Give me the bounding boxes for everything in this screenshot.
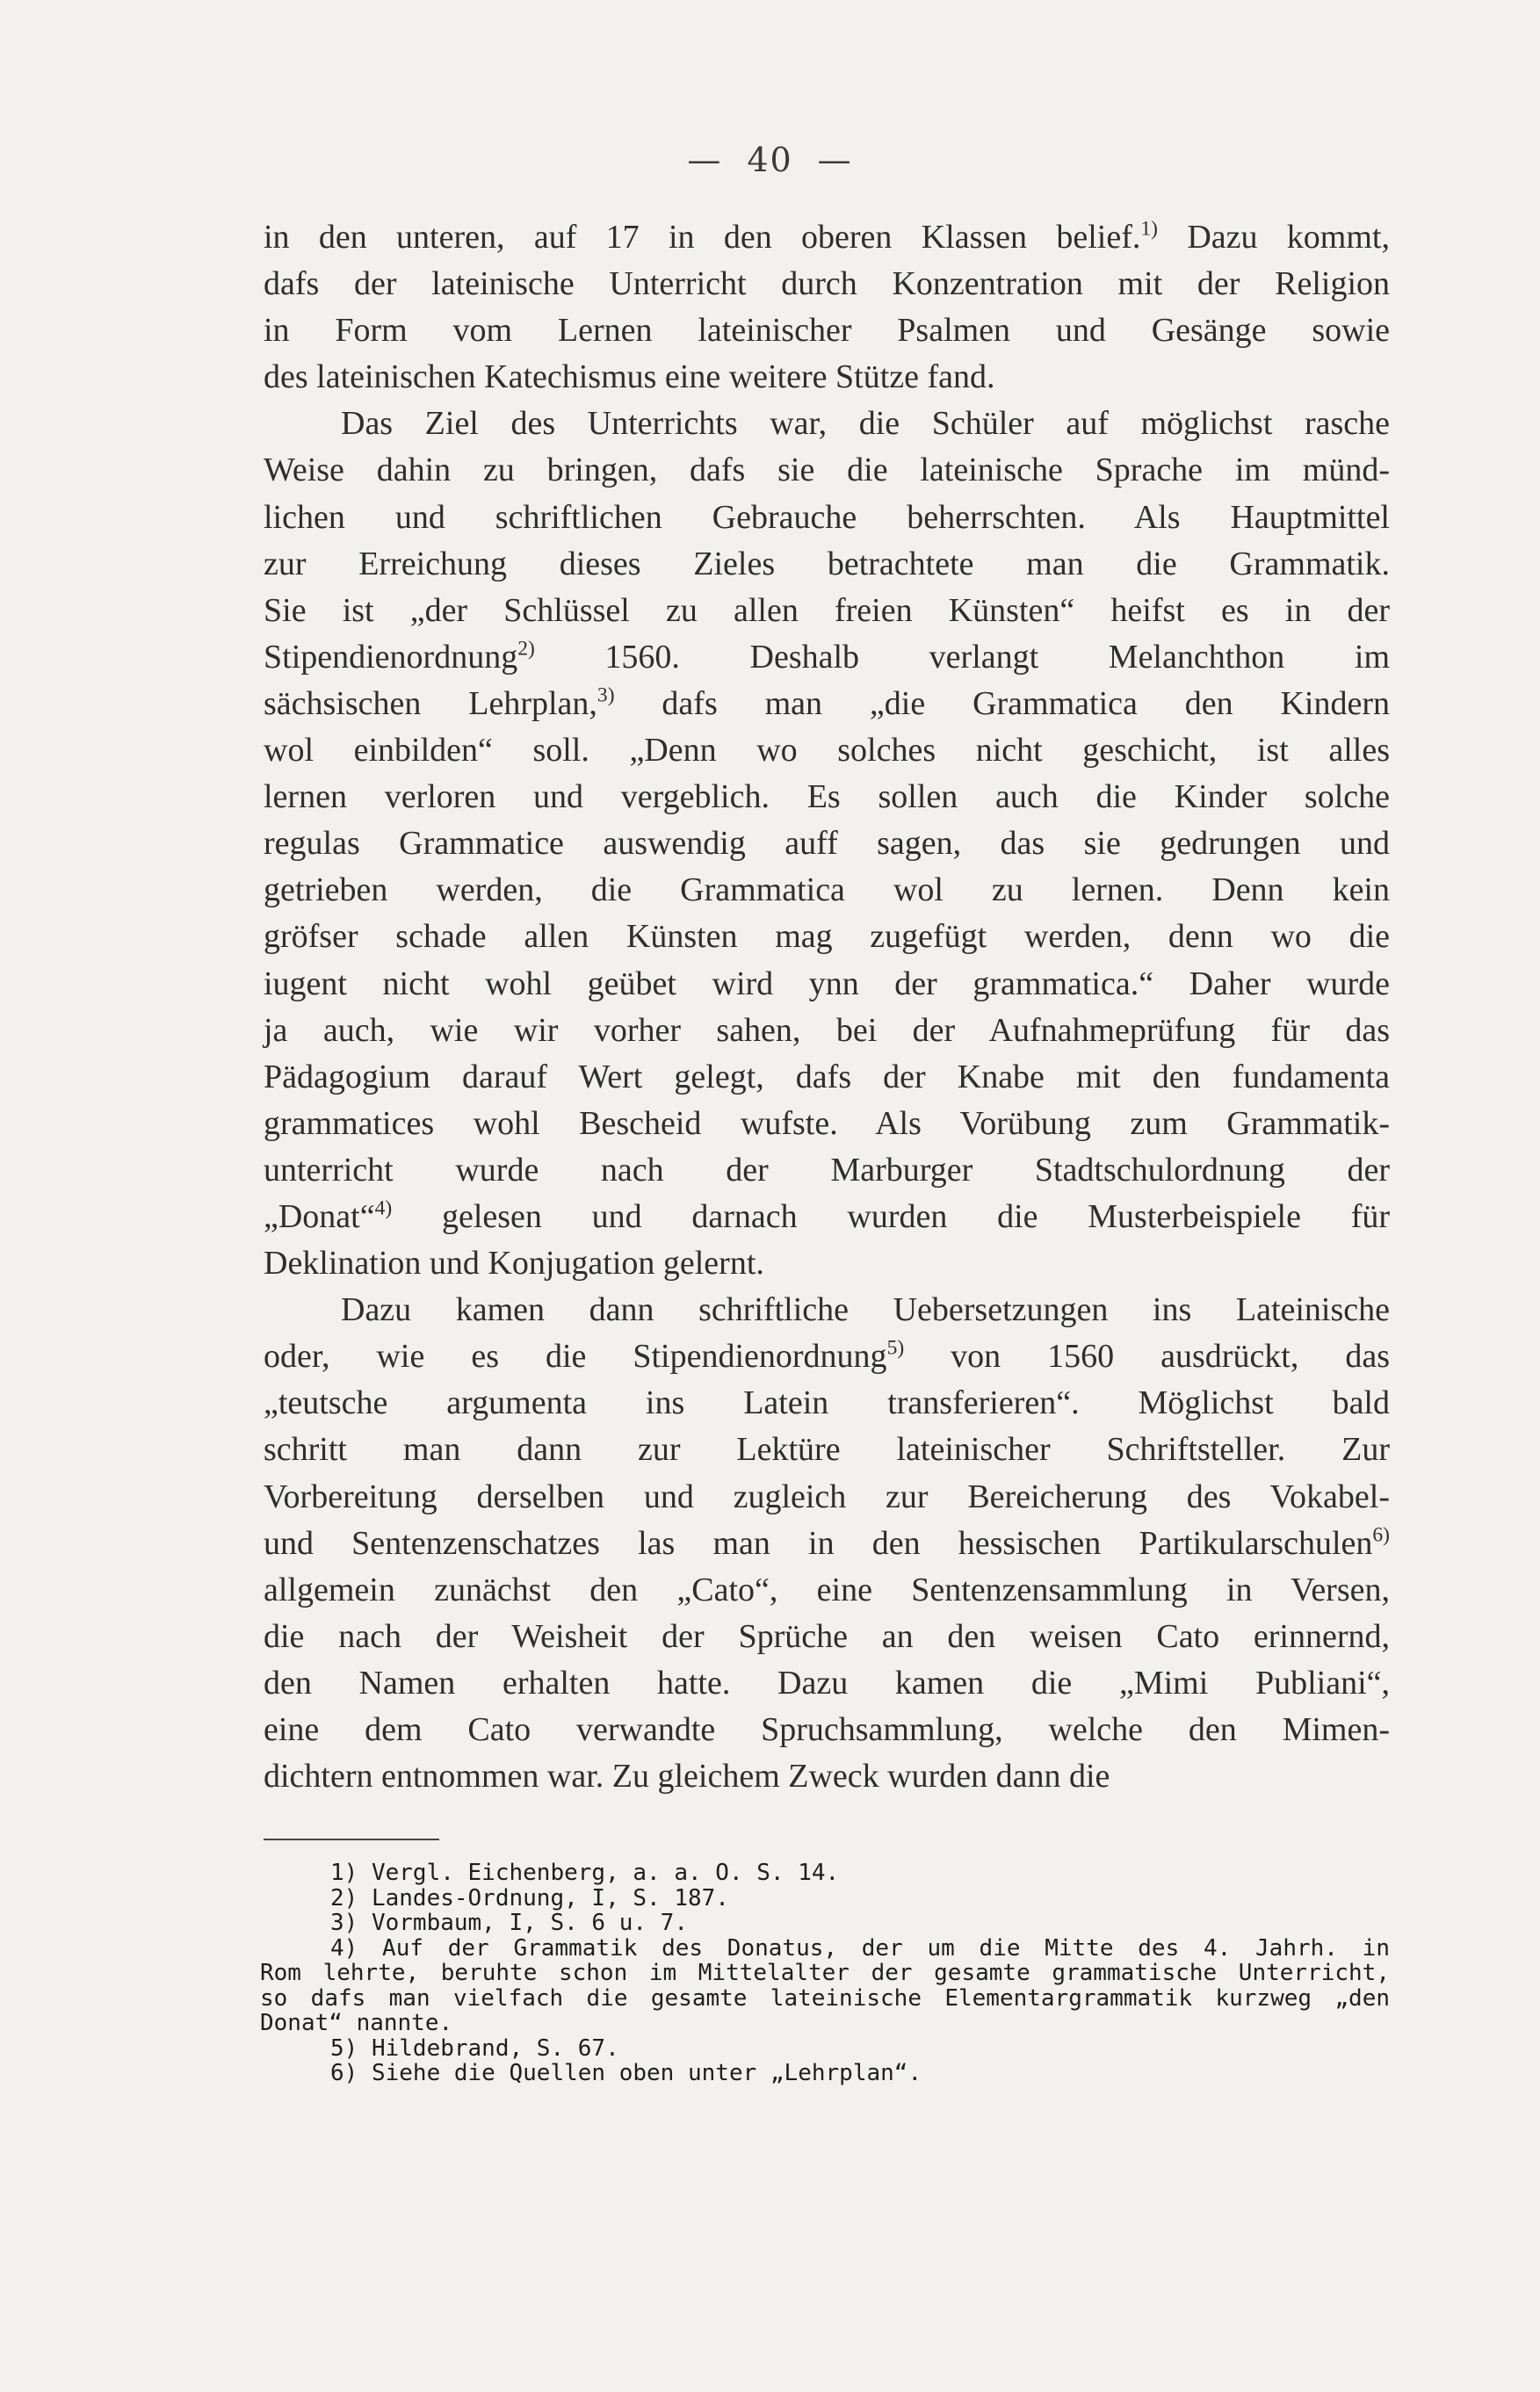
footnotes [260, 1861, 1390, 2086]
body-line [264, 867, 1390, 914]
footnote-reference: 2) [517, 637, 535, 661]
body-line [264, 1287, 1390, 1333]
body-line-text: schritt man dann zur Lektüre lateinischer Schriftsteller. Zur [264, 1431, 1390, 1469]
body-line [264, 1567, 1390, 1614]
body-line-text: den Namen erhalten hatte. Dazu kamen die „Mimi Publiani“, [264, 1664, 1390, 1702]
body-line-text: sächsischen Lehrplan, [264, 684, 597, 722]
body-line-text-continued: 1560. Deshalb verlangt Melanchthon im [534, 638, 1390, 676]
body-line-text: oder, wie es die Stipendienordnung [264, 1338, 887, 1376]
footnote-line: 2) Landes-Ordnung, I, S. 187. [330, 1884, 729, 1911]
footnote-reference: 6) [1372, 1523, 1390, 1547]
body-line-text: eine dem Cato verwandte Spruchsammlung, welche den Mimen- [264, 1711, 1390, 1748]
body-line-text: Deklination und Konjugation gelernt. [264, 1245, 764, 1283]
body-line-text: Stipendienordnung [264, 638, 518, 676]
body-line-text: die nach der Weisheit der Sprüche an den weisen Cato erinnernd, [264, 1617, 1390, 1655]
body-line [264, 214, 1390, 261]
footnote-reference: 1) [1140, 217, 1158, 241]
body-line-text: Dazu kamen dann schriftliche Uebersetzungen ins Lateinische [341, 1291, 1390, 1329]
body-line [264, 961, 1390, 1008]
footnote-line: Rom lehrte, beruhte schon im Mittelalter der gesamte grammatische Unterricht, [260, 1960, 1390, 1986]
body-line [264, 774, 1390, 820]
body-line-text: Sie ist „der Schlüssel zu allen freien Künsten“ heifst es in der [264, 591, 1390, 629]
footnote-reference: 5) [886, 1336, 905, 1360]
footnote-line: 3) Vormbaum, I, S. 6 u. 7. [330, 1910, 688, 1936]
body-line-text-continued: dafs man „die Grammatica den Kindern [614, 684, 1390, 722]
body-line [264, 1008, 1390, 1054]
footnote-line: 6) Siehe die Quellen oben unter „Lehrplan“. [330, 2060, 922, 2086]
body-line [264, 588, 1390, 634]
body-line-text: des lateinischen Katechismus eine weitere Stütze fand. [264, 358, 995, 396]
body-line [264, 1147, 1390, 1194]
body-line-text-continued: gelesen und darnach wurden die Musterbeispiele für [392, 1197, 1390, 1235]
footnote-line: 5) Hildebrand, S. 67. [330, 2034, 619, 2062]
body-line [264, 1521, 1390, 1567]
body-line [264, 447, 1390, 494]
body-line-text: iugent nicht wohl geübet wird ynn der grammatica.“ Daher wurde [264, 965, 1390, 1002]
body-line [264, 1660, 1390, 1707]
body-line-text: in Form vom Lernen lateinischer Psalmen und Gesänge sowie [264, 312, 1390, 350]
footnote-line: so dafs man vielfach die gesamte lateinische Elementargrammatik kurzweg „den [260, 1984, 1390, 2012]
body-line-text: lichen und schriftlichen Gebrauche beherrschten. Als Hauptmittel [264, 498, 1390, 536]
body-line [264, 541, 1390, 588]
page-number-dash-left: — [687, 141, 723, 179]
body-line-text: unterricht wurde nach der Marburger Stadtschulordnung der [264, 1151, 1390, 1189]
body-line-text: gröfser schade allen Künsten mag zugefügt werden, denn wo die [264, 918, 1390, 956]
body-line [264, 727, 1390, 774]
body-line-text: Pädagogium darauf Wert gelegt, dafs der Knabe mit den fundamenta [264, 1058, 1390, 1095]
footnote-line: 4) Auf der Grammatik des Donatus, der um die Mitte des 4. Jahrh. in [330, 1934, 1390, 1962]
page-number-dash-right: — [817, 141, 853, 179]
body-line [264, 914, 1390, 960]
body-line-text-continued: Dazu kommt, [1158, 219, 1390, 256]
body-line-text: Vorbereitung derselben und zugleich zur Bereicherung des Vokabel- [264, 1478, 1390, 1515]
footnote-reference: 4) [374, 1196, 393, 1220]
body-line [264, 1101, 1390, 1147]
body-line-text: dafs der lateinische Unterricht durch Konzentration mit der Religion [264, 265, 1390, 303]
body-line [264, 1240, 1390, 1287]
page-number-value: 40 [747, 141, 793, 179]
body-line [264, 495, 1390, 541]
footnote-separator [264, 1839, 439, 1840]
body-line-text: „Donat“ [264, 1197, 375, 1235]
body-line-text: Weise dahin zu bringen, dafs sie die lateinische Sprache im münd- [264, 452, 1390, 489]
body-line [264, 634, 1390, 681]
body-line-text: grammatices wohl Bescheid wufste. Als Vorübung zum Grammatik- [264, 1104, 1390, 1142]
body-line [264, 1474, 1390, 1521]
body-line [264, 1427, 1390, 1473]
body-line [264, 1054, 1390, 1101]
body-line-text: zur Erreichung dieses Zieles betrachtete man die Grammatik. [264, 545, 1390, 582]
footnote-line: Donat“ nannte. [260, 2010, 453, 2036]
page-number [0, 141, 1540, 179]
body-line [264, 1380, 1390, 1427]
body-line-text: in den unteren, auf 17 in den oberen Klassen belief. [264, 219, 1141, 256]
body-line-text: getrieben werden, die Grammatica wol zu lernen. Denn kein [264, 871, 1390, 909]
body-line [264, 1753, 1390, 1800]
body-line-text: lernen verloren und vergeblich. Es sollen auch die Kinder solche [264, 778, 1390, 816]
body-line [264, 681, 1390, 727]
body-line [264, 354, 1390, 401]
body-line-text-continued: von 1560 ausdrückt, das [904, 1338, 1390, 1376]
body-line [264, 1333, 1390, 1380]
body-line-text: regulas Grammatice auswendig auff sagen, das sie gedrungen und [264, 825, 1390, 863]
body-line-text: und Sentenzenschatzes las man in den hessischen Partikularschulen [264, 1524, 1373, 1562]
body-line [264, 261, 1390, 307]
body-line [264, 401, 1390, 447]
main-body-text [264, 214, 1390, 1800]
body-line [264, 307, 1390, 354]
body-line-text: wol einbilden“ soll. „Denn wo solches nicht geschicht, ist alles [264, 732, 1390, 770]
body-line [264, 1707, 1390, 1753]
body-line-text: allgemein zunächst den „Cato“, eine Sentenzensammlung in Versen, [264, 1571, 1390, 1608]
body-line-text: dichtern entnommen war. Zu gleichem Zweck wurden dann die [264, 1758, 1110, 1796]
body-line [264, 820, 1390, 867]
body-line [264, 1614, 1390, 1660]
body-line-text: Das Ziel des Unterrichts war, die Schüler auf möglichst rasche [341, 405, 1390, 443]
footnote-line: 1) Vergl. Eichenberg, a. a. O. S. 14. [330, 1860, 840, 1886]
body-line-text: „teutsche argumenta ins Latein transferieren“. Möglichst bald [264, 1384, 1390, 1422]
footnote-reference: 3) [596, 683, 615, 707]
body-line-text: ja auch, wie wir vorher sahen, bei der Aufnahmeprüfung für das [264, 1011, 1390, 1049]
body-line [264, 1194, 1390, 1240]
